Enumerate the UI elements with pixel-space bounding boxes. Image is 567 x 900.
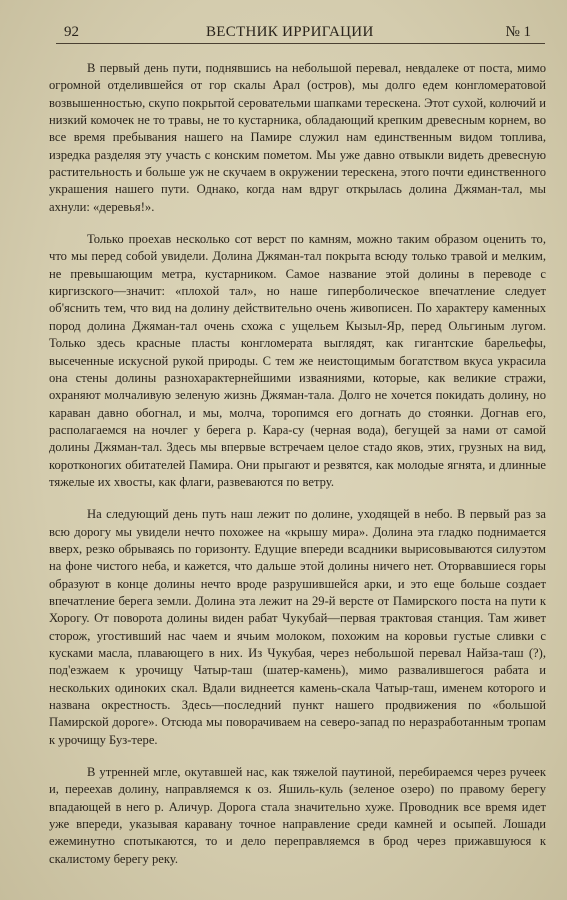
journal-title: ВЕСТНИК ИРРИГАЦИИ [206, 24, 374, 40]
article-body [49, 60, 546, 868]
page-header [56, 18, 547, 42]
issue-number: № 1 [505, 24, 531, 40]
paragraph: Только проехав несколько сот верст по камням, можно таким образом оценить то, что мы перед собой увидели. Долина Джяман-тал покрыта всюду только травой и мелким, не превышающим метра, кустарником. Самое название этой долины в переводе с киргизского—значит: «плохой тал», но наше гиперболическое впечатление следует об'яснить тем, что вид на долину действительно очень живописен. По характеру каменных пород долина Джяман-тал очень схожа с ущельем Кызыл-Яр, перед Ольгиным лугом. Только здесь красные пласты конгломерата выглядят, как гигантские барельефы, высеченные искусной рукой природы. С тем же неистощимым богатством вкуса украсила она стены долины разнохарактернейшими изваяниями, которые, как великие стражи, охраняют молчаливую зеленую жизнь Джяман-тала. Долго не хочется покидать долину, но караван давно обогнал, и мы, молча, торопимся его догнать до стоянки. Догнав его, располагаемся на ночлег у берега р. Кара-су (черная вода), бегущей за нами от самой долины Джяман-тал. Здесь мы впервые встречаем целое стадо яков, этих, грузных на вид, коротконогих обитателей Памира. Они прыгают и резвятся, как молодые ягнята, и длинные тяжелые их хвосты, как флаги, развеваются по ветру. [49, 232, 546, 489]
page-number: 92 [64, 24, 79, 40]
paragraph: В утренней мгле, окутавшей нас, как тяжелой паутиной, перебираемся через ручеек и, переехав долину, направляемся к оз. Яшиль-куль (зеленое озеро) по правому берегу впадающей в него р. Аличур. Дорога стала значительно хуже. Проводник все время идет уже впереди, указывая каравану точное направление среди камней и осыпей. Лошади ежеминутно спотыкаются, то и дело переправляемся в брод через прижавшуюся к скалистому берегу реку. [49, 765, 546, 866]
header-rule [56, 43, 545, 44]
paragraph: В первый день пути, поднявшись на небольшой перевал, невдалеке от поста, мимо огромной отделившейся от гор скалы Арал (остров), мы долго едем конгломератовой возвышенностью, скупо покрытой серовательми шапками терескена. Этот сухой, колючий и низкий комочек не то травы, не то кустарника, обладающий крепким древесным корнем, во все время пребывания нашего на Памире служил нам единственным видом топлива, изредка разделяя эту участь с конским пометом. Мы уже давно отвыкли видеть древесную растительность и больше уж не скучаем в окружении терескена, этого почти единственного украшения нашего пути. Однако, когда нам вдруг открылась долина Джяман-тал, мы ахнули: «деревья!». [49, 61, 546, 214]
paragraph: На следующий день путь наш лежит по долине, уходящей в небо. В первый раз за всю дорогу мы увидели нечто похожее на «крышу мира». Долина эта гладко поднимается вверх, резко обрываясь по горизонту. Едущие впереди всадники вырисовываются силуэтом на фоне чистого неба, и кажется, что дальше этой долины ничего нет. Оторвавшиеся горы образуют в конце долины нечто вроде разрушившейся арки, и это еще больше создает впечатление берега земли. Долина эта лежит на 29-й версте от Памирского поста на пути к Хорогу. От поворота долины виден рабат Чукубай—первая трактовая станция. Там живет сторож, угостивший нас чаем и ячьим молоком, похожим на коровьи густые сливки с кусками масла, плавающего в них. Из Чукубая, через небольшой перевал Найза-таш (?), под'езжаем к урочищу Чатыр-таш (шатер-камень), мимо развалившегося рабата и нескольких одиноких скал. Вдали виднеется камень-скала Чатыр-таш, именем которого и названа окрестность. Здесь—последний пункт нашего продвижения по «большой Памирской дороге». Отсюда мы поворачиваем на северо-запад по неразработанным тропам к урочищу Буз-тере. [49, 507, 546, 747]
